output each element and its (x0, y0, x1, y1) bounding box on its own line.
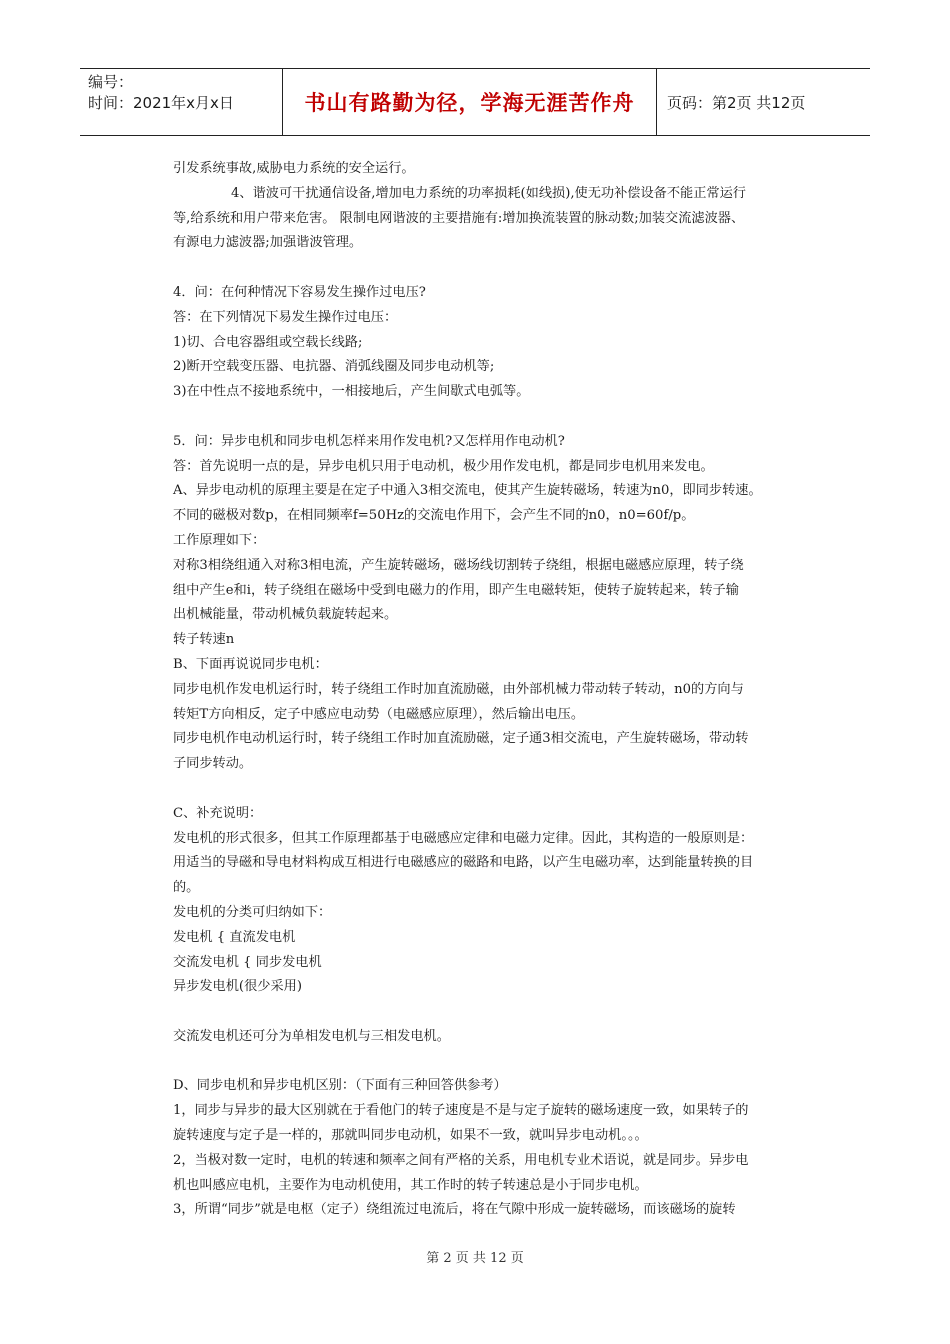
text-line: 机也叫感应电机，主要作为电动机使用，其工作时的转子转速总是小于同步电机。 (173, 1177, 648, 1193)
text-line: 发电机的形式很多，但其工作原理都基于电磁感应定律和电磁力定律。因此，其构造的一般原则是： (173, 830, 754, 846)
text-line: 4、谐波可干扰通信设备,增加电力系统的功率损耗(如线损),使无功补偿设备不能正常运行 (231, 185, 746, 201)
text-line: 答：首先说明一点的是，异步电机只用于电动机，极少用作发电机，都是同步电机用来发电。 (173, 458, 714, 474)
text-line: 等,给系统和用户带来危害。 限制电网谐波的主要措施有:增加换流装置的脉动数;加装交流滤波器、 (173, 210, 745, 226)
text-line: 发电机 { 直流发电机 (173, 929, 296, 945)
text-line: 交流发电机还可分为单相发电机与三相发电机。 (173, 1028, 450, 1044)
text-line: 2，当极对数一定时，电机的转速和频率之间有严格的关系，用电机专业术语说，就是同步。异步电 (173, 1152, 749, 1168)
text-line: 3，所谓“同步”就是电枢（定子）绕组流过电流后，将在气隙中形成一旋转磁场，而该磁场的旋转 (173, 1202, 736, 1218)
text-line: 不同的磁极对数p，在相同频率f=50Hz的交流电作用下，会产生不同的n0，n0=60f/p。 (173, 508, 695, 524)
page-footer (0, 1247, 950, 1266)
text-line: 1)切、合电容器组或空载长线路; (173, 334, 363, 350)
text-line: A、异步电动机的原理主要是在定子中通入3相交流电，使其产生旋转磁场，转速为n0，即同步转速。 (173, 483, 762, 499)
text-line: 引发系统事故,威胁电力系统的安全运行。 (173, 161, 415, 176)
text-line: 有源电力滤波器;加强谐波管理。 (173, 235, 363, 251)
page-info-text: 页码：第2页 共12页 (667, 93, 806, 112)
text-line: D、同步电机和异步电机区别：（下面有三种回答供参考） (173, 1078, 507, 1094)
text-line: 对称3相绕组通入对称3相电流，产生旋转磁场，磁场线切割转子绕组，根据电磁感应原理，转子绕 (173, 557, 744, 573)
text-line: 同步电机作电动机运行时，转子绕组工作时加直流励磁，定子通3相交流电，产生旋转磁场，带动转 (173, 731, 749, 747)
text-line: 异步发电机(很少采用) (173, 979, 302, 995)
text-line: B、下面再说说同步电机： (173, 656, 328, 672)
text-line: 用适当的导磁和导电材料构成互相进行电磁感应的磁路和电路，以产生电磁功率，达到能量转换的目 (173, 855, 754, 871)
header-meta (80, 69, 282, 135)
text-line: 转矩T方向相反，定子中感应电动势（电磁感应原理），然后输出电压。 (173, 706, 585, 722)
text-line: 转子转速n (173, 632, 235, 648)
text-line (173, 405, 813, 430)
time-label: 时间：2021年x月x日 (88, 94, 234, 112)
text-line: 3)在中性点不接地系统中，一相接地后，产生间歇式电弧等。 (173, 384, 530, 400)
text-line: 组中产生e和i，转子绕组在磁场中受到电磁力的作用，即产生电磁转矩，使转子旋转起来，转子输 (173, 582, 739, 598)
text-line: 5．问：异步电机和同步电机怎样来用作发电机?又怎样用作电动机? (173, 433, 565, 449)
text-line: 出机械能量，带动机械负载旋转起来。 (173, 607, 398, 623)
text-line: 的。 (173, 880, 200, 896)
text-line (173, 1000, 813, 1025)
text-line: 1，同步与异步的最大区别就在于看他门的转子速度是不是与定子旋转的磁场速度一致，如果转子的 (173, 1103, 749, 1119)
text-line: 旋转速度与定子是一样的，那就叫同步电动机，如果不一致，就叫异步电动机。。。 (173, 1128, 648, 1144)
text-line: C、补充说明： (173, 805, 263, 821)
text-line: 子同步转动。 (173, 756, 253, 772)
text-line: 4．问：在何种情况下容易发生操作过电压? (173, 284, 426, 300)
text-line: 工作原理如下： (173, 532, 266, 548)
header-motto-cell (282, 69, 657, 135)
text-line: 答：在下列情况下易发生操作过电压： (173, 309, 398, 325)
text-line: 发电机的分类可归纳如下： (173, 904, 332, 920)
text-line (173, 777, 813, 802)
text-line: 交流发电机 { 同步发电机 (173, 954, 322, 970)
header-page-info (657, 69, 870, 135)
page-header (80, 68, 870, 136)
text-line: 2)断开空载变压器、电抗器、消弧线圈及同步电动机等; (173, 359, 495, 375)
text-line (173, 256, 813, 281)
text-line: 同步电机作发电机运行时，转子绕组工作时加直流励磁，由外部机械力带动转子转动，n0的方向与 (173, 681, 744, 697)
footer-page-number: 第 2 页 共 12 页 (426, 1251, 524, 1266)
header-motto: 书山有路勤为径，学海无涯苦作舟 (304, 91, 635, 115)
text-line (173, 1050, 813, 1075)
number-label: 编号： (88, 73, 134, 91)
document-body (173, 157, 813, 1223)
